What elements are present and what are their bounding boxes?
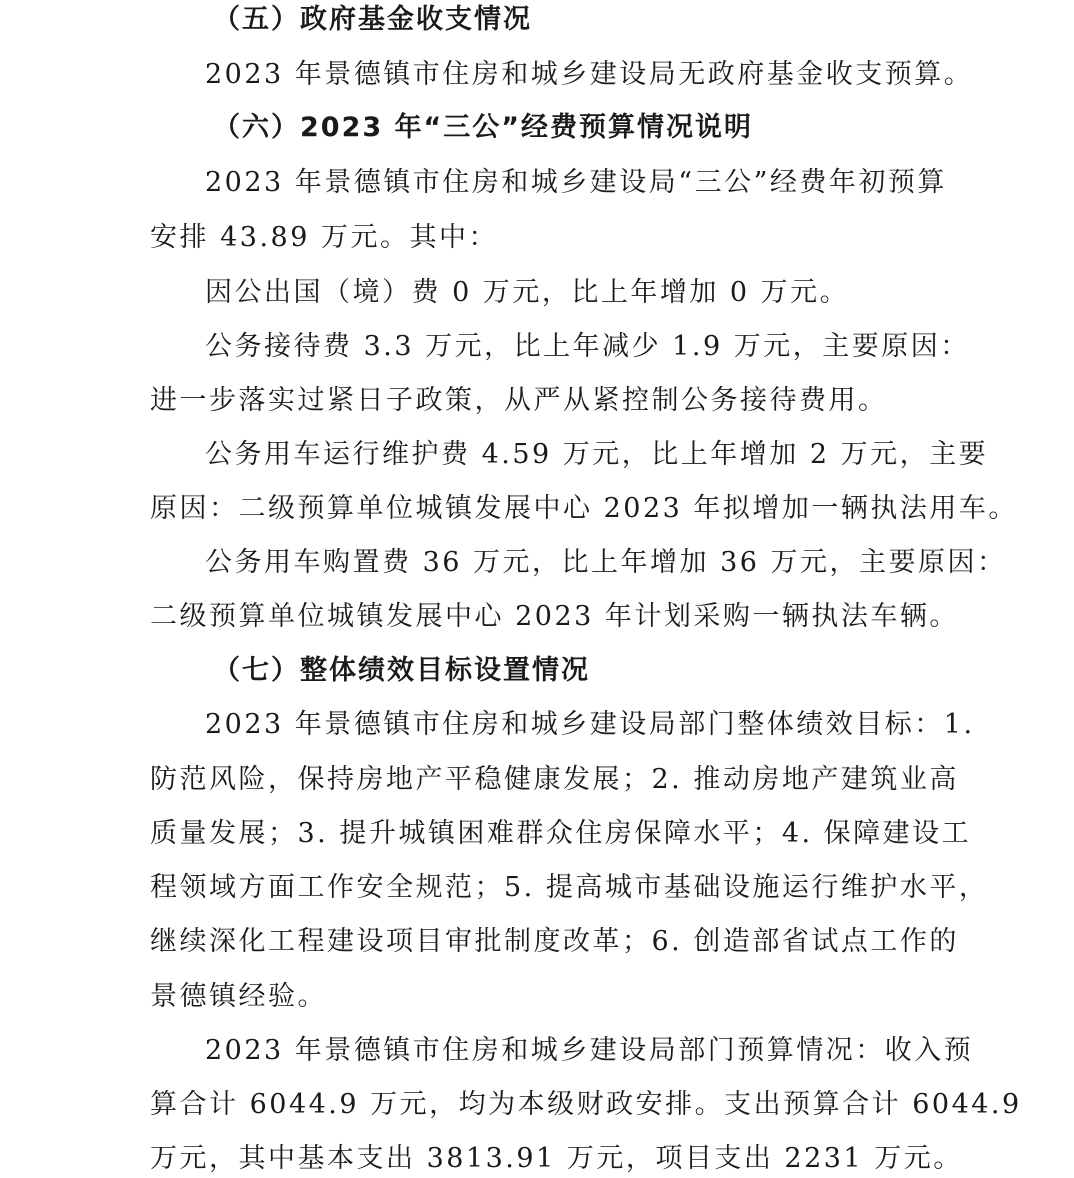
paragraph-line: 公务用车购置费 36 万元，比上年增加 36 万元，主要原因：	[205, 547, 1007, 578]
paragraph-line: 进一步落实过紧日子政策，从严从紧控制公务接待费用。	[150, 385, 888, 416]
paragraph-line: 2023 年景德镇市住房和城乡建设局无政府基金收支预算。	[205, 59, 974, 90]
paragraph-line: 公务用车运行维护费 4.59 万元，比上年增加 2 万元，主要	[205, 439, 989, 470]
paragraph-line: 万元，其中基本支出 3813.91 万元，项目支出 2231 万元。	[150, 1143, 963, 1174]
paragraph-line: 公务接待费 3.3 万元，比上年减少 1.9 万元，主要原因：	[205, 331, 970, 362]
paragraph-line: 算合计 6044.9 万元，均为本级财政安排。支出预算合计 6044.9	[150, 1089, 1022, 1120]
paragraph-line: 安排 43.89 万元。其中：	[150, 222, 498, 253]
paragraph-line: 2023 年景德镇市住房和城乡建设局部门预算情况：收入预	[205, 1035, 974, 1066]
section-heading: （五）政府基金收支情况	[213, 4, 532, 35]
paragraph-line: 原因：二级预算单位城镇发展中心 2023 年拟增加一辆执法用车。	[150, 493, 1018, 524]
paragraph-line: 二级预算单位城镇发展中心 2023 年计划采购一辆执法车辆。	[150, 601, 959, 632]
paragraph-line: 继续深化工程建设项目审批制度改革；6. 创造部省试点工作的	[150, 926, 959, 957]
paragraph-line: 2023 年景德镇市住房和城乡建设局“三公”经费年初预算	[205, 167, 947, 198]
paragraph-line: 质量发展；3. 提升城镇困难群众住房保障水平；4. 保障建设工	[150, 818, 972, 849]
paragraph-line: 景德镇经验。	[150, 981, 327, 1012]
paragraph-line: 因公出国（境）费 0 万元，比上年增加 0 万元。	[205, 277, 850, 308]
paragraph-line: 防范风险，保持房地产平稳健康发展；2. 推动房地产建筑业高	[150, 764, 959, 795]
paragraph-line: 2023 年景德镇市住房和城乡建设局部门整体绩效目标：1.	[205, 709, 975, 740]
paragraph-line: 程领域方面工作安全规范；5. 提高城市基础设施运行维护水平，	[150, 872, 989, 903]
section-heading: （六）2023 年“三公”经费预算情况说明	[213, 112, 754, 143]
section-heading: （七）整体绩效目标设置情况	[213, 655, 590, 686]
